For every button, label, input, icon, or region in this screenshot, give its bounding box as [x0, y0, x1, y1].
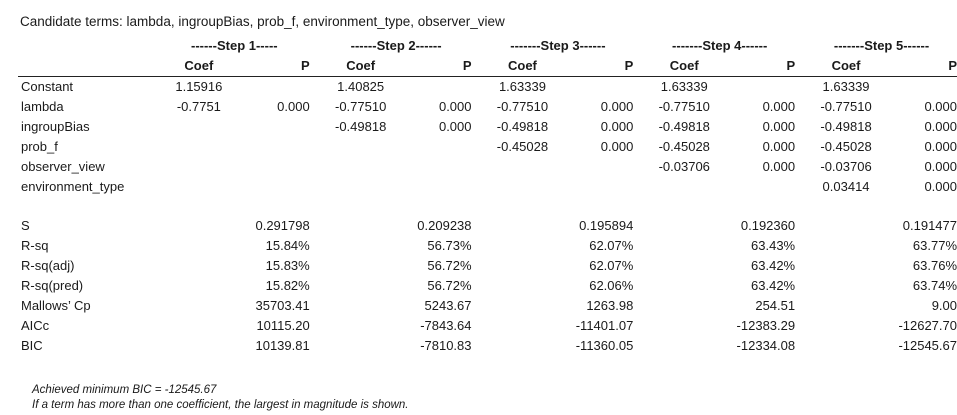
gap-cell [472, 137, 483, 157]
gap-cell [472, 256, 483, 276]
row-label: environment_type [21, 179, 125, 194]
gap-cell [795, 316, 806, 336]
coef-value: -0.45028 [496, 139, 549, 154]
p-value: 0.000 [600, 139, 634, 154]
gap-cell [472, 36, 483, 56]
p-value [401, 77, 472, 98]
coef-value: -0.45028 [658, 139, 710, 154]
stat-value: 15.83% [265, 258, 310, 273]
stat-value: 5243.67 [424, 298, 472, 313]
p-value [401, 137, 472, 157]
gap-cell [472, 316, 483, 336]
coef-value [644, 177, 724, 197]
row-label: Mallows’ Cp [21, 298, 91, 313]
gap-cell [310, 36, 321, 56]
note-min-bic: Achieved minimum BIC = -12545.67 [32, 384, 217, 396]
spacer-cell [18, 197, 957, 216]
gap-cell [633, 56, 644, 77]
row-label: Constant [21, 79, 74, 94]
coef-row [18, 137, 957, 157]
gap-cell [472, 336, 483, 356]
coef-value [482, 157, 562, 177]
gap-cell [310, 256, 321, 276]
p-header: P [562, 56, 633, 77]
gap-cell [472, 117, 483, 137]
coef-header: Coef [321, 56, 401, 77]
coef-value [321, 137, 401, 157]
p-value [401, 157, 472, 177]
stat-value: 56.72% [427, 278, 472, 293]
stat-value: 0.209238 [417, 218, 472, 233]
coef-value [159, 177, 239, 197]
coef-row [18, 157, 957, 177]
row-label: R-sq(adj) [21, 258, 75, 273]
step-header-row [18, 36, 957, 56]
coef-header: Coef [806, 56, 886, 77]
gap-cell [633, 336, 644, 356]
p-value: 0.000 [924, 119, 957, 134]
stat-value: 254.51 [755, 298, 796, 313]
p-value [401, 177, 472, 197]
corner-cell [18, 36, 159, 56]
coef-value: -0.03706 [658, 159, 710, 174]
stat-value: -7843.64 [420, 318, 472, 333]
step-header: -------Step 5------ [833, 38, 930, 53]
gap-cell [310, 316, 321, 336]
note-largest-coefficient: If a term has more than one coefficient, the largest in magnitude is shown. [32, 399, 409, 411]
gap-cell [795, 177, 806, 197]
coef-row [18, 177, 957, 197]
p-value: 0.000 [924, 139, 957, 154]
gap-cell [310, 97, 321, 117]
gap-cell [633, 77, 644, 98]
notes [32, 383, 409, 413]
stat-value: 35703.41 [255, 298, 310, 313]
p-value [724, 77, 795, 98]
stat-value: -7810.83 [420, 338, 472, 353]
stat-value: 0.291798 [255, 218, 310, 233]
step-header: -------Step 3------ [510, 38, 606, 53]
gap-cell [795, 157, 806, 177]
stat-value: -12383.29 [736, 318, 796, 333]
gap-cell [310, 276, 321, 296]
stat-value: -12334.08 [736, 338, 796, 353]
p-value [562, 77, 633, 98]
coef-value: -0.77510 [658, 99, 710, 114]
p-value: 0.000 [277, 99, 310, 114]
stat-value: 56.73% [427, 238, 472, 253]
gap-cell [310, 117, 321, 137]
stat-row [18, 296, 957, 316]
coef-value [321, 177, 401, 197]
gap-cell [795, 336, 806, 356]
gap-cell [795, 97, 806, 117]
gap-cell [795, 296, 806, 316]
stat-value: 63.43% [751, 238, 796, 253]
coef-value [159, 117, 239, 137]
gap-cell [472, 276, 483, 296]
gap-cell [633, 177, 644, 197]
gap-cell [310, 177, 321, 197]
p-value [239, 77, 310, 98]
gap-cell [795, 77, 806, 98]
p-value [239, 157, 310, 177]
gap-cell [633, 236, 644, 256]
coef-row [18, 117, 957, 137]
gap-cell [472, 177, 483, 197]
coef-value [159, 157, 239, 177]
p-value [239, 137, 310, 157]
coef-value: -0.03706 [820, 159, 872, 174]
stat-value: 63.42% [751, 278, 796, 293]
gap-cell [633, 97, 644, 117]
stat-row [18, 276, 957, 296]
candidate-terms-title: Candidate terms: lambda, ingroupBias, prob_f, environment_type, observer_view [20, 14, 505, 29]
row-label: lambda [21, 99, 64, 114]
coef-value: -0.49818 [658, 119, 710, 134]
row-label: R-sq(pred) [21, 278, 84, 293]
gap-cell [633, 316, 644, 336]
stat-value: 9.00 [931, 298, 957, 313]
p-value [562, 157, 633, 177]
p-value: 0.000 [762, 99, 796, 114]
p-value: 0.000 [600, 99, 634, 114]
p-header: P [724, 56, 795, 77]
gap-cell [633, 36, 644, 56]
stat-value: 10115.20 [256, 318, 310, 333]
gap-cell [633, 276, 644, 296]
gap-cell [795, 56, 806, 77]
p-header: P [239, 56, 310, 77]
gap-cell [472, 56, 483, 77]
step-header: ------Step 2------ [350, 38, 442, 53]
row-label: R-sq [21, 238, 49, 253]
stat-value: 15.82% [265, 278, 310, 293]
coef-value: 1.15916 [175, 79, 223, 94]
gap-cell [310, 77, 321, 98]
coef-value: -0.45028 [820, 139, 872, 154]
gap-cell [310, 336, 321, 356]
coef-row [18, 77, 957, 98]
p-value [239, 177, 310, 197]
gap-cell [310, 296, 321, 316]
row-label: S [21, 218, 30, 233]
stat-value: -12545.67 [898, 338, 957, 353]
gap-cell [795, 36, 806, 56]
stat-value: 63.42% [751, 258, 796, 273]
gap-cell [472, 157, 483, 177]
coef-value: -0.7751 [176, 99, 221, 114]
stat-row [18, 216, 957, 236]
stat-value: 0.191477 [902, 218, 957, 233]
stat-value: 62.07% [589, 238, 634, 253]
stat-row [18, 236, 957, 256]
gap-cell [633, 296, 644, 316]
stat-value: 56.72% [427, 258, 472, 273]
coef-value: -0.49818 [334, 119, 387, 134]
stat-value: 1263.98 [586, 298, 634, 313]
coef-header: Coef [159, 56, 239, 77]
gap-cell [795, 216, 806, 236]
gap-cell [472, 236, 483, 256]
gap-cell [310, 137, 321, 157]
stat-value: -11401.07 [575, 318, 634, 333]
stat-value: 0.195894 [579, 218, 634, 233]
gap-cell [472, 216, 483, 236]
p-value [724, 177, 795, 197]
coef-value: 1.63339 [822, 79, 870, 94]
stat-value: -11360.05 [575, 338, 634, 353]
coef-value [482, 177, 562, 197]
gap-cell [795, 276, 806, 296]
gap-cell [795, 256, 806, 276]
gap-cell [310, 157, 321, 177]
step-header: ------Step 1----- [190, 38, 278, 53]
gap-cell [472, 97, 483, 117]
stat-value: 10139.81 [255, 338, 310, 353]
stat-value: 62.07% [589, 258, 634, 273]
gap-cell [310, 236, 321, 256]
coef-value [159, 137, 239, 157]
stat-row [18, 336, 957, 356]
stat-value: 62.06% [589, 278, 634, 293]
p-value: 0.000 [762, 159, 796, 174]
stat-value: 15.84% [265, 238, 310, 253]
coef-value: -0.77510 [496, 99, 549, 114]
gap-cell [633, 137, 644, 157]
coef-header: Coef [644, 56, 724, 77]
p-value: 0.000 [438, 99, 472, 114]
gap-cell [795, 117, 806, 137]
gap-cell [795, 236, 806, 256]
row-label: AICc [21, 318, 50, 333]
coef-value [321, 157, 401, 177]
gap-cell [310, 56, 321, 77]
stat-row [18, 316, 957, 336]
row-label: ingroupBias [21, 119, 90, 134]
stat-value: 63.77% [912, 238, 957, 253]
coef-value: 0.03414 [822, 179, 870, 194]
row-label: BIC [21, 338, 43, 353]
row-label: prob_f [21, 139, 58, 154]
gap-cell [633, 157, 644, 177]
gap-cell [633, 117, 644, 137]
p-value [239, 117, 310, 137]
p-value: 0.000 [924, 99, 957, 114]
gap-cell [472, 296, 483, 316]
coef-value: -0.49818 [496, 119, 549, 134]
gap-cell [310, 216, 321, 236]
p-value: 0.000 [924, 159, 957, 174]
coef-row [18, 97, 957, 117]
coef-value: 1.63339 [660, 79, 708, 94]
row-label: observer_view [21, 159, 105, 174]
p-value: 0.000 [924, 179, 957, 194]
coef-header: Coef [482, 56, 562, 77]
stat-value: 0.192360 [740, 218, 796, 233]
p-header: P [886, 56, 957, 77]
coef-value: -0.77510 [334, 99, 387, 114]
stat-row [18, 256, 957, 276]
gap-cell [795, 137, 806, 157]
gap-cell [472, 77, 483, 98]
p-header: P [401, 56, 472, 77]
p-value: 0.000 [438, 119, 472, 134]
stat-value: 63.74% [912, 278, 957, 293]
stepwise-table [18, 36, 957, 356]
gap-cell [633, 256, 644, 276]
spacer-row [18, 197, 957, 216]
p-value: 0.000 [600, 119, 634, 134]
stat-value: -12627.70 [898, 318, 957, 333]
column-header-row [18, 56, 957, 77]
coef-value: -0.77510 [820, 99, 872, 114]
coef-value: -0.49818 [820, 119, 872, 134]
corner-cell [18, 56, 159, 77]
step-header: -------Step 4------ [672, 38, 768, 53]
p-value: 0.000 [762, 139, 796, 154]
stat-value: 63.76% [912, 258, 957, 273]
p-value [886, 77, 957, 98]
coef-value: 1.40825 [337, 79, 385, 94]
p-value [562, 177, 633, 197]
p-value: 0.000 [762, 119, 796, 134]
gap-cell [633, 216, 644, 236]
coef-value: 1.63339 [498, 79, 546, 94]
